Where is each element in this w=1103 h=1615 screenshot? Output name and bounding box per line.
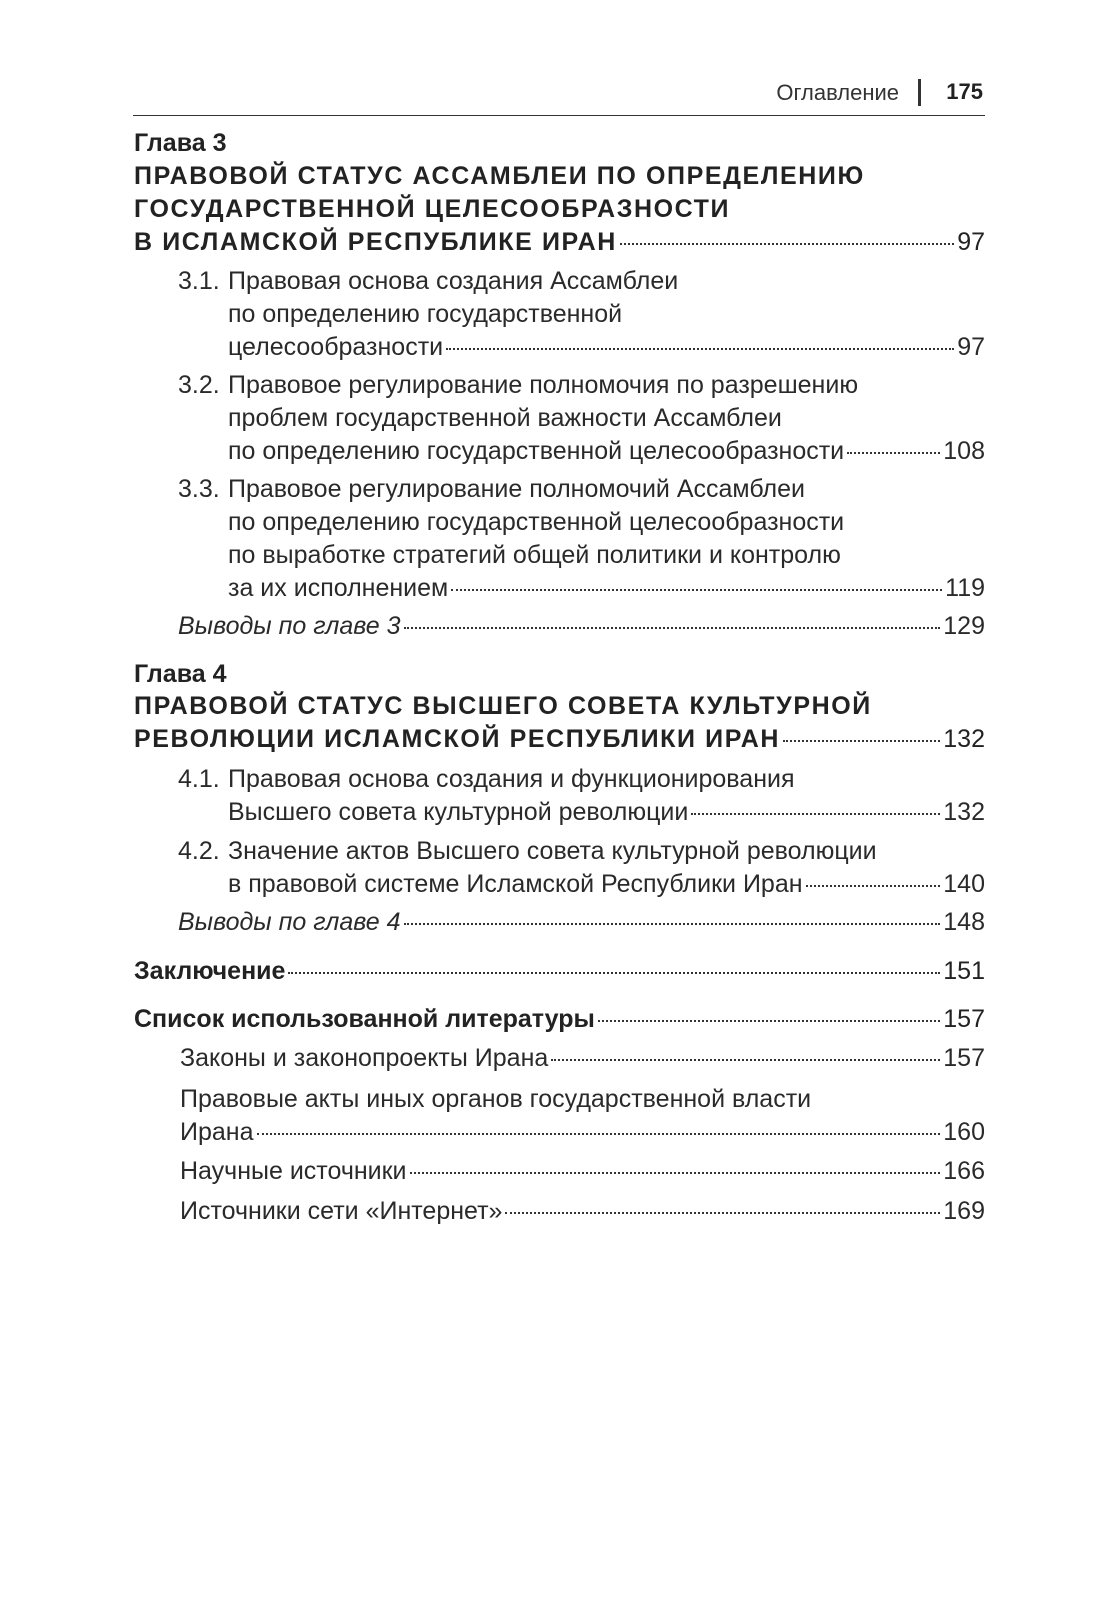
dot-leader	[288, 972, 940, 974]
toc-page-ref: 169	[943, 1197, 985, 1225]
dot-leader	[451, 589, 942, 591]
conclusion-leader	[134, 955, 985, 988]
section-number: 3.3.	[178, 475, 220, 503]
bibliography-item	[180, 1083, 985, 1149]
bibliography-leader	[134, 1003, 985, 1036]
dot-leader	[404, 627, 941, 629]
chapter-3-title	[134, 160, 985, 259]
chapter-3-title-line: ГОСУДАРСТВЕННОЙ ЦЕЛЕСООБРАЗНОСТИ	[134, 195, 731, 223]
chapter-3-title-line: В ИСЛАМСКОЙ РЕСПУБЛИКЕ ИРАН	[134, 228, 617, 256]
toc-entry-3-2	[178, 369, 985, 468]
bibliography-item-label: Правовые акты иных органов государственной власти	[180, 1085, 812, 1113]
section-leader	[228, 572, 985, 605]
bibliography-item	[180, 1195, 985, 1228]
toc-entry-4-2	[178, 835, 985, 901]
section-body	[228, 835, 985, 901]
toc-page-ref: 108	[943, 437, 985, 465]
toc-page-ref: 132	[943, 725, 985, 753]
section-title-line: Правовая основа создания и функционирования	[228, 765, 795, 793]
page-number: 175	[946, 79, 983, 104]
toc-page-ref: 97	[957, 228, 985, 256]
section-leader	[228, 868, 985, 901]
section-title-line: Значение актов Высшего совета культурной революции	[228, 837, 877, 865]
chapter-3-label: Глава 3	[134, 129, 227, 157]
toc-entry-conclusion	[134, 955, 985, 988]
dot-leader	[806, 885, 941, 887]
dot-leader	[551, 1059, 940, 1061]
section-body	[228, 369, 985, 468]
section-number: 4.1.	[178, 765, 220, 793]
toc-page-ref: 148	[943, 908, 985, 936]
bibliography-item-leader	[180, 1042, 985, 1075]
dot-leader	[505, 1212, 940, 1214]
toc-page-ref: 157	[943, 1044, 985, 1072]
chapter-4-title-leader	[134, 723, 985, 756]
section-title-line: целесообразности	[228, 333, 444, 361]
dot-leader	[620, 243, 954, 245]
bibliography-label: Список использованной литературы	[134, 1005, 595, 1033]
section-body	[228, 763, 985, 829]
bibliography-item	[180, 1042, 985, 1075]
conclusions-label: Выводы по главе 4	[178, 908, 401, 936]
section-title-line: по определению государственной	[228, 300, 623, 328]
bibliography-item-label: Законы и законопроекты Ирана	[180, 1044, 549, 1072]
conclusions-leader	[178, 906, 985, 939]
section-title-line: Высшего совета культурной революции	[228, 798, 689, 826]
toc-entry-3-3	[178, 473, 985, 605]
bibliography-item-label: Ирана	[180, 1118, 254, 1146]
section-title-line: за их исполнением	[228, 574, 449, 602]
section-title-line: проблем государственной важности Ассамблеи	[228, 404, 782, 432]
conclusions-leader	[178, 610, 985, 643]
bibliography-item-label: Источники сети «Интернет»	[180, 1197, 503, 1225]
section-title-line: по определению государственной целесообразности	[228, 437, 845, 465]
dot-leader	[691, 813, 940, 815]
dot-leader	[598, 1020, 940, 1022]
toc-page-ref: 97	[957, 333, 985, 361]
toc-page-ref: 160	[943, 1118, 985, 1146]
dot-leader	[404, 923, 941, 925]
running-header-separator	[918, 79, 921, 106]
bibliography-item	[180, 1155, 985, 1188]
toc-page-ref: 129	[943, 612, 985, 640]
toc-entry-3-1	[178, 265, 985, 364]
bibliography-item-leader	[180, 1195, 985, 1228]
toc-page-ref: 157	[943, 1005, 985, 1033]
toc-page-ref: 119	[945, 574, 985, 602]
toc-entry-conclusions-4	[178, 906, 985, 939]
toc-page-ref: 140	[943, 870, 985, 898]
toc-entry-conclusions-3	[178, 610, 985, 643]
section-body	[228, 265, 985, 364]
chapter-4-title-line: РЕВОЛЮЦИИ ИСЛАМСКОЙ РЕСПУБЛИКИ ИРАН	[134, 725, 781, 753]
toc-page-ref: 151	[943, 957, 985, 985]
section-leader	[228, 796, 985, 829]
section-number: 3.1.	[178, 267, 220, 295]
running-header-section: Оглавление	[776, 80, 899, 105]
dot-leader	[446, 348, 954, 350]
bibliography-item-leader	[180, 1116, 985, 1149]
chapter-4-label: Глава 4	[134, 660, 227, 688]
dot-leader	[847, 452, 940, 454]
section-number: 3.2.	[178, 371, 220, 399]
running-header	[133, 75, 985, 116]
toc-page-ref: 166	[943, 1157, 985, 1185]
section-leader	[228, 435, 985, 468]
toc-entry-4-1	[178, 763, 985, 829]
bibliography-item-leader	[180, 1155, 985, 1188]
chapter-3-title-line: ПРАВОВОЙ СТАТУС АССАМБЛЕИ ПО ОПРЕДЕЛЕНИЮ	[134, 162, 865, 190]
section-title-line: Правовое регулирование полномочия по разрешению	[228, 371, 859, 399]
section-body	[228, 473, 985, 605]
toc-entry-bibliography	[134, 1003, 985, 1036]
section-title-line: по определению государственной целесообразности	[228, 508, 845, 536]
section-number: 4.2.	[178, 837, 220, 865]
section-title-line: по выработке стратегий общей политики и контролю	[228, 541, 841, 569]
dot-leader	[257, 1133, 941, 1135]
dot-leader	[783, 740, 940, 742]
conclusions-label: Выводы по главе 3	[178, 612, 401, 640]
chapter-3-title-leader	[134, 226, 985, 259]
section-title-line: Правовое регулирование полномочий Ассамблеи	[228, 475, 805, 503]
dot-leader	[410, 1172, 941, 1174]
section-title-line: в правовой системе Исламской Республики Иран	[228, 870, 803, 898]
bibliography-item-label: Научные источники	[180, 1157, 407, 1185]
toc-page-ref: 132	[943, 798, 985, 826]
chapter-4-title-line: ПРАВОВОЙ СТАТУС ВЫСШЕГО СОВЕТА КУЛЬТУРНОЙ	[134, 692, 872, 720]
section-title-line: Правовая основа создания Ассамблеи	[228, 267, 679, 295]
conclusion-label: Заключение	[134, 957, 286, 985]
section-leader	[228, 331, 985, 364]
chapter-4-title	[134, 690, 985, 756]
